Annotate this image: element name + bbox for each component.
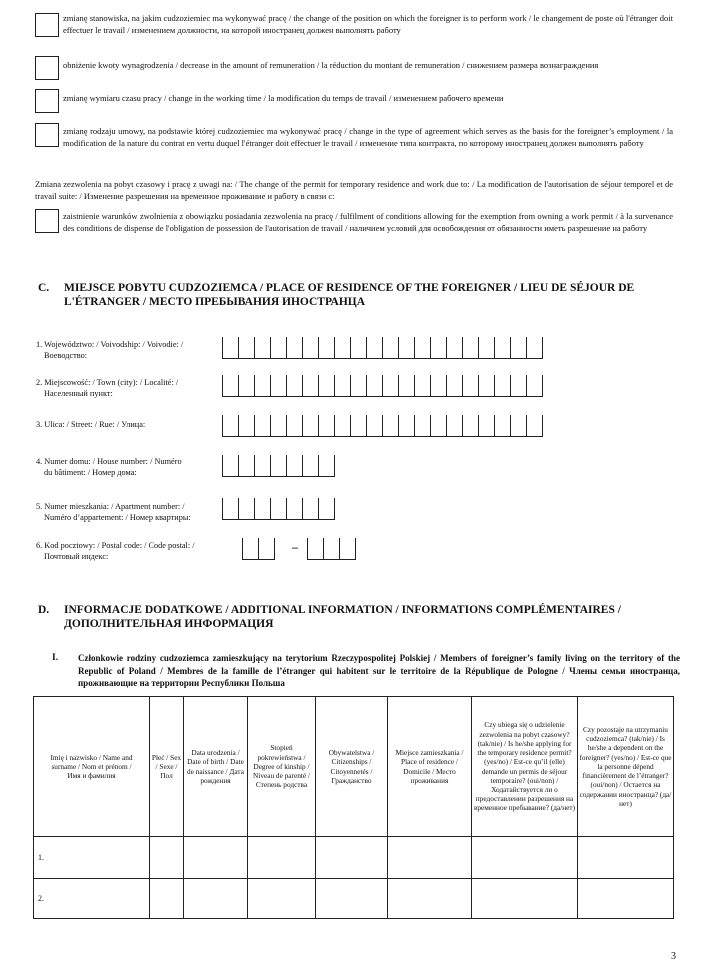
table-row xyxy=(34,837,674,879)
table-cell[interactable] xyxy=(578,837,674,879)
postal-code-part2-input[interactable] xyxy=(307,538,356,560)
checkbox-position-change[interactable] xyxy=(35,13,59,37)
col-applying-for-permit: Czy ubiega się o udzielenie zezwolenia na pobyt czasowy? (tak/nie) / Is he/she applying for the temporary residence permit? (yes/no) / Est-ce qu’il (elle) demande un permis de séjour temporaire? (oui/non) / Ходатайствуется ли о предоставлении разрешения на временное пребывание? (да/нет) xyxy=(472,697,578,837)
checkbox-agreement-type-change[interactable] xyxy=(35,123,59,147)
char-box[interactable] xyxy=(415,375,431,397)
char-box[interactable] xyxy=(447,337,463,359)
char-box[interactable] xyxy=(495,337,511,359)
option-position-change: zmianę stanowiska, na jakim cudzoziemiec ma wykonywać pracę / the change of the position on which the foreigner is to perform work / le changement de poste où l'étranger doit effectuer le travail / изменением должности, на которой иностранец должен выполнять работу xyxy=(63,13,673,35)
field-apartment-number-label-line2: Numéro d’appartement: / Номер квартиры: xyxy=(44,513,191,522)
table-row-number: 1. xyxy=(34,837,150,879)
char-box[interactable] xyxy=(239,455,255,477)
char-box[interactable] xyxy=(239,337,255,359)
family-members-table xyxy=(33,696,674,919)
char-box[interactable] xyxy=(239,375,255,397)
field-town-label xyxy=(36,377,221,399)
char-box[interactable] xyxy=(415,415,431,437)
option-agreement-type-change: zmianę rodzaju umowy, na podstawie której cudzoziemiec ma wykonywać pracę / change in the type of agreement which serves as the basis for the foreigner’s employment / la modification de la nature du contrat en vertu duquel l'étranger doit effectuer le travail / изменение типа контракта, по которому иностранец должен выполнять работу xyxy=(63,126,673,148)
table-cell[interactable] xyxy=(248,879,316,919)
char-box[interactable] xyxy=(303,375,319,397)
char-box[interactable] xyxy=(303,455,319,477)
char-box[interactable] xyxy=(431,337,447,359)
field-apartment-number-label xyxy=(36,501,221,523)
char-box[interactable] xyxy=(319,415,335,437)
char-box[interactable] xyxy=(287,375,303,397)
postal-code-dash: – xyxy=(292,540,298,554)
char-box[interactable] xyxy=(271,498,287,520)
table-cell[interactable] xyxy=(472,879,578,919)
char-box[interactable] xyxy=(223,415,239,437)
subsection-i-number: I. xyxy=(52,653,59,663)
char-box[interactable] xyxy=(527,375,543,397)
char-box[interactable] xyxy=(239,498,255,520)
section-d-title: INFORMACJE DODATKOWE / ADDITIONAL INFORMATION / INFORMATIONS COMPLÉMENTAIRES / ДОПОЛНИТЕЛЬНАЯ ИНФОРМАЦИЯ xyxy=(64,604,621,630)
section-d-letter: D. xyxy=(38,604,50,616)
field-town-label-line2: Населенный пункт: xyxy=(44,389,113,398)
char-box[interactable] xyxy=(271,337,287,359)
option-exemption-conditions: zaistnienie warunków zwolnienia z obowiązku posiadania zezwolenia na pracę / fulfilment of conditions allowing for the exemption from owning a work permit / à la survenance des conditions de dispense de l'obligation de possession de l'autorisation de travail / наличием условий для освобождения от обязанности иметь разрешение на работу xyxy=(63,211,673,233)
field-postal-code-label-line2: Почтовый индекс: xyxy=(44,552,109,561)
field-house-number-label-line1: 4. Numer domu: / House number: / Numéro xyxy=(36,457,182,466)
table-row-number: 2. xyxy=(34,879,150,919)
char-box[interactable] xyxy=(479,375,495,397)
char-box[interactable] xyxy=(463,415,479,437)
table-cell[interactable] xyxy=(388,879,472,919)
char-box[interactable] xyxy=(223,455,239,477)
field-house-number-label xyxy=(36,456,221,478)
char-box[interactable] xyxy=(303,415,319,437)
table-cell[interactable] xyxy=(472,837,578,879)
town-input[interactable] xyxy=(222,375,543,397)
char-box[interactable] xyxy=(495,375,511,397)
char-box[interactable] xyxy=(335,375,351,397)
char-box[interactable] xyxy=(287,337,303,359)
table-cell[interactable] xyxy=(150,879,184,919)
char-box[interactable] xyxy=(255,455,271,477)
char-box[interactable] xyxy=(383,337,399,359)
char-box[interactable] xyxy=(351,375,367,397)
table-cell[interactable] xyxy=(184,879,248,919)
char-box[interactable] xyxy=(399,375,415,397)
char-box[interactable] xyxy=(255,337,271,359)
char-box[interactable] xyxy=(511,415,527,437)
char-box[interactable] xyxy=(255,498,271,520)
char-box[interactable] xyxy=(255,415,271,437)
table-cell[interactable] xyxy=(316,837,388,879)
table-cell[interactable] xyxy=(388,837,472,879)
char-box[interactable] xyxy=(399,415,415,437)
page-number: 3 xyxy=(671,951,676,962)
char-box[interactable] xyxy=(527,337,543,359)
char-box[interactable] xyxy=(340,538,356,560)
char-box[interactable] xyxy=(239,415,255,437)
section-c-title: MIEJSCE POBYTU CUDZOZIEMCA / PLACE OF RESIDENCE OF THE FOREIGNER / LIEU DE SÉJOUR DE L'ÉTRANGER / МЕСТО ПРЕБЫВАНИЯ ИНОСТРАНЦА xyxy=(64,282,635,308)
field-voivodship-label xyxy=(36,339,221,361)
field-house-number-label-line2: du bâtiment: / Номер дома: xyxy=(44,468,137,477)
postal-code-part1-input[interactable] xyxy=(242,538,275,560)
house-number-input[interactable] xyxy=(222,455,335,477)
char-box[interactable] xyxy=(243,538,259,560)
checkbox-working-time-change[interactable] xyxy=(35,89,59,113)
char-box[interactable] xyxy=(223,375,239,397)
char-box[interactable] xyxy=(463,375,479,397)
col-dependent-on-foreigner: Czy pozostaje na utrzymaniu cudzoziemca? (tak/nie) / Is he/she a dependent on the foreigner? (yes/no) / Est-ce que la personne dépend financièrement de l’étranger? (oui/non) / Остается на содержании иностранца? (да/нет) xyxy=(578,697,674,837)
table-cell[interactable] xyxy=(184,837,248,879)
char-box[interactable] xyxy=(319,337,335,359)
char-box[interactable] xyxy=(511,337,527,359)
table-cell[interactable] xyxy=(578,879,674,919)
table-row xyxy=(34,879,674,919)
section-c-letter: C. xyxy=(38,282,50,294)
char-box[interactable] xyxy=(367,337,383,359)
table-cell[interactable] xyxy=(248,837,316,879)
col-sex: Płeć / Sex / Sexe / Пол xyxy=(150,697,184,837)
col-degree-of-kinship: Stopień pokrewieństwa / Degree of kinship / Niveau de parenté / Степень родства xyxy=(248,697,316,837)
table-cell[interactable] xyxy=(150,837,184,879)
char-box[interactable] xyxy=(431,375,447,397)
char-box[interactable] xyxy=(351,415,367,437)
char-box[interactable] xyxy=(447,415,463,437)
char-box[interactable] xyxy=(367,415,383,437)
subsection-i-title: Członkowie rodziny cudzoziemca zamieszkujący na terytorium Rzeczypospolitej Polskiej / Members of foreigner’s family living on the territory of the Republic of Poland / Membres de la famille de l’étranger qui habitent sur le territoire de la République de Pologne / Члены семьи иностранца, проживающие на территории Республики Польша xyxy=(78,653,680,688)
char-box[interactable] xyxy=(287,455,303,477)
street-input[interactable] xyxy=(222,415,543,437)
char-box[interactable] xyxy=(223,337,239,359)
option-remuneration-decrease: obniżenie kwoty wynagrodzenia / decrease in the amount of remuneration / la réduction du montant de remuneration / снижением размера вознаграждения xyxy=(63,60,599,70)
apartment-number-input[interactable] xyxy=(222,498,335,520)
char-box[interactable] xyxy=(287,415,303,437)
char-box[interactable] xyxy=(324,538,340,560)
char-box[interactable] xyxy=(383,415,399,437)
field-voivodship-label-line2: Воеводство: xyxy=(44,351,88,360)
field-street-label-line1: 3. Ulica: / Street: / Rue: / Улица: xyxy=(36,420,146,429)
checkbox-remuneration-decrease[interactable] xyxy=(35,56,59,80)
field-postal-code-label-line1: 6. Kod pocztowy: / Postal code: / Code postal: / xyxy=(36,541,195,550)
checkbox-exemption-conditions[interactable] xyxy=(35,209,59,233)
char-box[interactable] xyxy=(319,375,335,397)
char-box[interactable] xyxy=(255,375,271,397)
char-box[interactable] xyxy=(447,375,463,397)
char-box[interactable] xyxy=(335,415,351,437)
char-box[interactable] xyxy=(287,498,303,520)
char-box[interactable] xyxy=(303,498,319,520)
char-box[interactable] xyxy=(259,538,275,560)
char-box[interactable] xyxy=(367,375,383,397)
field-postal-code-label xyxy=(36,540,241,562)
family-table-header-row xyxy=(34,697,674,837)
char-box[interactable] xyxy=(271,455,287,477)
field-apartment-number-label-line1: 5. Numer mieszkania: / Apartment number: / xyxy=(36,502,185,511)
voivodship-input[interactable] xyxy=(222,337,543,359)
table-cell[interactable] xyxy=(316,879,388,919)
char-box[interactable] xyxy=(511,375,527,397)
char-box[interactable] xyxy=(527,415,543,437)
char-box[interactable] xyxy=(399,337,415,359)
change-intro-text: Zmiana zezwolenia na pobyt czasowy i pracę z uwagi na: / The change of the permit for temporary residence and work due to: / La modification de l'autorisation de séjour temporel et de travail suite: / Изменение разрешения на временное проживание и работу в связи с: xyxy=(35,179,673,201)
field-town-label-line1: 2. Miejscowość: / Town (city): / Localité: / xyxy=(36,378,179,387)
char-box[interactable] xyxy=(415,337,431,359)
field-street-label xyxy=(36,419,221,430)
char-box[interactable] xyxy=(319,455,335,477)
char-box[interactable] xyxy=(479,337,495,359)
char-box[interactable] xyxy=(383,375,399,397)
char-box[interactable] xyxy=(351,337,367,359)
char-box[interactable] xyxy=(479,415,495,437)
col-place-of-residence: Miejsce zamieszkania / Place of residence / Domicile / Место проживания xyxy=(388,697,472,837)
option-working-time-change: zmianę wymiaru czasu pracy / change in the working time / la modification du temps de travail / изменением рабочего времени xyxy=(63,93,504,103)
field-voivodship-label-line1: 1. Województwo: / Voivodship: / Voivodie: / xyxy=(36,340,184,349)
char-box[interactable] xyxy=(271,415,287,437)
col-name-surname: Imię i nazwisko / Name and surname / Nom et prénom / Имя и фамилия xyxy=(34,697,150,837)
col-citizenships: Obywatelstwa / Citizenships / Citoyennetés / Гражданство xyxy=(316,697,388,837)
char-box[interactable] xyxy=(303,337,319,359)
char-box[interactable] xyxy=(463,337,479,359)
char-box[interactable] xyxy=(431,415,447,437)
char-box[interactable] xyxy=(271,375,287,397)
char-box[interactable] xyxy=(223,498,239,520)
char-box[interactable] xyxy=(308,538,324,560)
char-box[interactable] xyxy=(335,337,351,359)
char-box[interactable] xyxy=(495,415,511,437)
col-date-of-birth: Data urodzenia / Date of birth / Date de naissance / Дата рождения xyxy=(184,697,248,837)
char-box[interactable] xyxy=(319,498,335,520)
